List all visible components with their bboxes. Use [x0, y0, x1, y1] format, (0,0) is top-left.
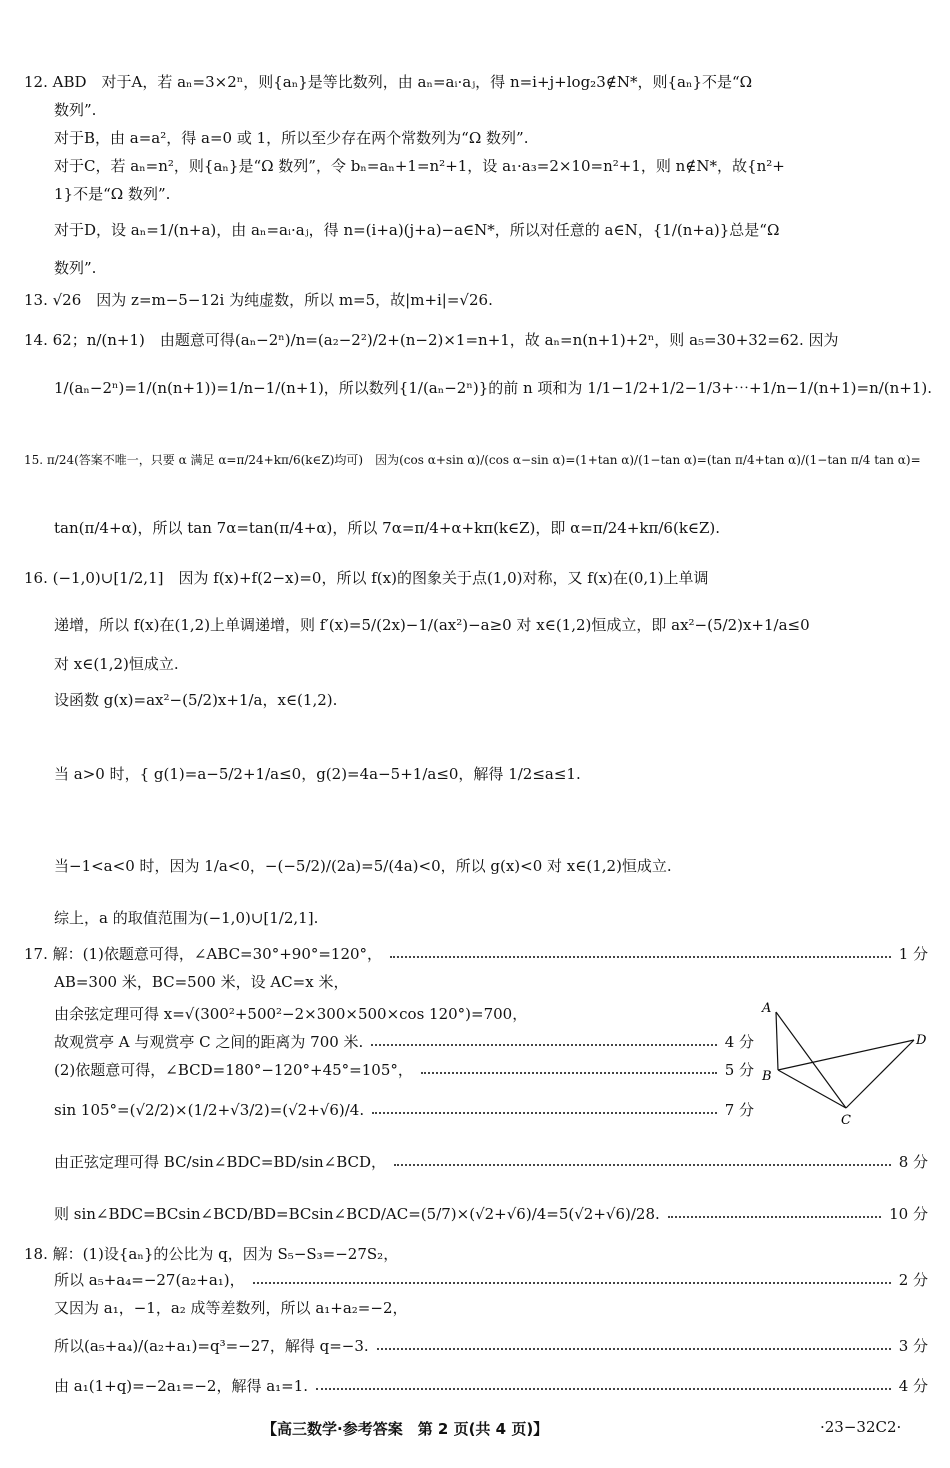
p17-line-2: AB=300 米，BC=500 米，设 AC=x 米，	[54, 973, 349, 991]
p16-line-3: 对 x∈(1,2)恒成立.	[54, 655, 179, 673]
p12-line-2: 数列”.	[54, 101, 97, 119]
p17-row-8	[54, 1204, 928, 1224]
p18-line-3: 又因为 a₁，−1，a₂ 成等差数列，所以 a₁+a₂=−2，	[54, 1299, 408, 1317]
page-footer	[0, 1418, 950, 1440]
segment-ac	[776, 1012, 846, 1108]
footer-title: 【高三数学·参考答案 第 2 页(共 4 页)】	[262, 1420, 549, 1438]
p12-line-5: 1}不是“Ω 数列”.	[54, 185, 171, 203]
p17-score-5: 5 分	[724, 1061, 754, 1079]
p15-line-1: 15. π/24(答案不唯一，只要 α 满足 α=π/24+kπ/6(k∈Z)均可) 因为(cos α+sin α)/(cos α−sin α)=(1+tan α)/(1−tan α)=(tan π/4+tan α)/(1−tan π/4 tan α)=	[24, 453, 921, 467]
segment-bc	[778, 1070, 846, 1108]
leader-dots	[668, 1216, 881, 1218]
p17-row-1	[24, 944, 928, 964]
p18-score-5: 4 分	[898, 1377, 928, 1395]
p16-line-4: 设函数 g(x)=ax²−(5/2)x+1/a，x∈(1,2).	[54, 691, 338, 709]
p12-line-7: 数列”.	[54, 259, 97, 277]
p16-line-5: 当 a>0 时，{ g(1)=a−5/2+1/a≤0，g(2)=4a−5+1/a≤0，解得 1/2≤a≤1.	[54, 765, 581, 783]
leader-dots	[421, 1072, 717, 1074]
p12-line-1: 12. ABD 对于A，若 aₙ=3×2ⁿ，则{aₙ}是等比数列，由 aₙ=aᵢ·aⱼ，得 n=i+j+log₂3∉N*，则{aₙ}不是“Ω	[24, 73, 753, 91]
p16-line-2: 递增，所以 f(x)在(1,2)上单调递增，则 f′(x)=5/(2x)−1/(ax²)−a≥0 对 x∈(1,2)恒成立，即 ax²−(5/2)x+1/a≤0	[54, 616, 810, 634]
p17-line-3: 由余弦定理可得 x=√(300²+500²−2×300×500×cos 120°)=700，	[54, 1005, 528, 1023]
p14-line-2: 1/(aₙ−2ⁿ)=1/(n(n+1))=1/n−1/(n+1)，所以数列{1/(aₙ−2ⁿ)}的前 n 项和为 1/1−1/2+1/2−1/3+⋯+1/n−1/(n+1)=n/(n+1).	[54, 379, 933, 397]
point-label-d: D	[916, 1033, 927, 1048]
p18-row-4	[54, 1336, 928, 1356]
p17-row-4	[54, 1032, 754, 1052]
p18-score-4: 3 分	[898, 1337, 928, 1355]
p16-line-6: 当−1<a<0 时，因为 1/a<0，−(−5/2)/(2a)=5/(4a)<0，所以 g(x)<0 对 x∈(1,2)恒成立.	[54, 857, 672, 875]
triangle-figure	[756, 998, 936, 1130]
point-label-c: C	[841, 1113, 851, 1128]
p12-line-4: 对于C，若 aₙ=n²，则{aₙ}是“Ω 数列”，令 bₙ=aₙ+1=n²+1，设 a₁·a₃=2×10=n²+1，则 n∉N*，故{n²+	[54, 157, 785, 175]
p17-line-7: 由正弦定理可得 BC/sin∠BDC=BD/sin∠BCD，	[54, 1153, 387, 1171]
leader-dots	[377, 1348, 891, 1350]
p17-line-8: 则 sin∠BDC=BCsin∠BCD/BD=BCsin∠BCD/AC=(5/7)×(√2+√6)/4=5(√2+√6)/28.	[54, 1205, 660, 1223]
leader-dots	[253, 1282, 891, 1284]
p18-line-5: 由 a₁(1+q)=−2a₁=−2，解得 a₁=1.	[54, 1377, 309, 1395]
p18-line-2: 所以 a₅+a₄=−27(a₂+a₁)，	[54, 1271, 245, 1289]
p18-row-2	[54, 1270, 928, 1290]
p16-line-7: 综上，a 的取值范围为(−1,0)∪[1/2,1].	[54, 909, 319, 927]
footer-code: ·23−32C2·	[820, 1418, 902, 1436]
p18-row-5	[54, 1376, 928, 1396]
p17-score-1: 1 分	[898, 945, 928, 963]
leader-dots	[372, 1112, 717, 1114]
point-label-b: B	[762, 1069, 772, 1084]
p17-score-7: 8 分	[898, 1153, 928, 1171]
point-label-a: A	[762, 1001, 772, 1016]
leader-dots	[371, 1044, 716, 1046]
p17-line-1: 17. 解：(1)依题意可得，∠ABC=30°+90°=120°，	[24, 945, 383, 963]
p17-score-8: 10 分	[889, 1205, 928, 1223]
p13-line-1: 13. √26 因为 z=m−5−12i 为纯虚数，所以 m=5，故|m+i|=√26.	[24, 291, 493, 309]
segment-ab	[776, 1012, 778, 1070]
p17-line-5: (2)依题意可得，∠BCD=180°−120°+45°=105°，	[54, 1061, 413, 1079]
p14-line-1: 14. 62；n/(n+1) 由题意可得(aₙ−2ⁿ)/n=(a₂−2²)/2+(n−2)×1=n+1，故 aₙ=n(n+1)+2ⁿ，则 a₅=30+32=62. 因为	[24, 331, 839, 349]
p18-score-2: 2 分	[898, 1271, 928, 1289]
p18-line-4: 所以(a₅+a₄)/(a₂+a₁)=q³=−27，解得 q=−3.	[54, 1337, 369, 1355]
p18-line-1: 18. 解：(1)设{aₙ}的公比为 q，因为 S₅−S₃=−27S₂，	[24, 1245, 399, 1263]
p17-row-7	[54, 1152, 928, 1172]
p17-row-6	[54, 1100, 754, 1120]
leader-dots	[390, 956, 891, 958]
p12-line-3: 对于B，由 a=a²，得 a=0 或 1，所以至少存在两个常数列为“Ω 数列”.	[54, 129, 529, 147]
segment-bd	[778, 1040, 914, 1070]
p12-line-6: 对于D，设 aₙ=1/(n+a)，由 aₙ=aᵢ·aⱼ，得 n=(i+a)(j+a)−a∈N*，所以对任意的 a∈N，{1/(n+a)}总是“Ω	[54, 221, 780, 239]
p17-score-6: 7 分	[724, 1101, 754, 1119]
p17-line-4: 故观赏亭 A 与观赏亭 C 之间的距离为 700 米.	[54, 1033, 364, 1051]
p17-line-6: sin 105°=(√2/2)×(1/2+√3/2)=(√2+√6)/4.	[54, 1101, 365, 1119]
p17-score-4: 4 分	[724, 1033, 754, 1051]
leader-dots	[316, 1388, 891, 1390]
segment-cd	[846, 1040, 914, 1108]
p15-line-2: tan(π/4+α)，所以 tan 7α=tan(π/4+α)，所以 7α=π/4+α+kπ(k∈Z)，即 α=π/24+kπ/6(k∈Z).	[54, 519, 721, 537]
p17-row-5	[54, 1060, 754, 1080]
leader-dots	[394, 1164, 891, 1166]
p16-line-1: 16. (−1,0)∪[1/2,1] 因为 f(x)+f(2−x)=0，所以 f(x)的图象关于点(1,0)对称，又 f(x)在(0,1)上单调	[24, 569, 709, 587]
